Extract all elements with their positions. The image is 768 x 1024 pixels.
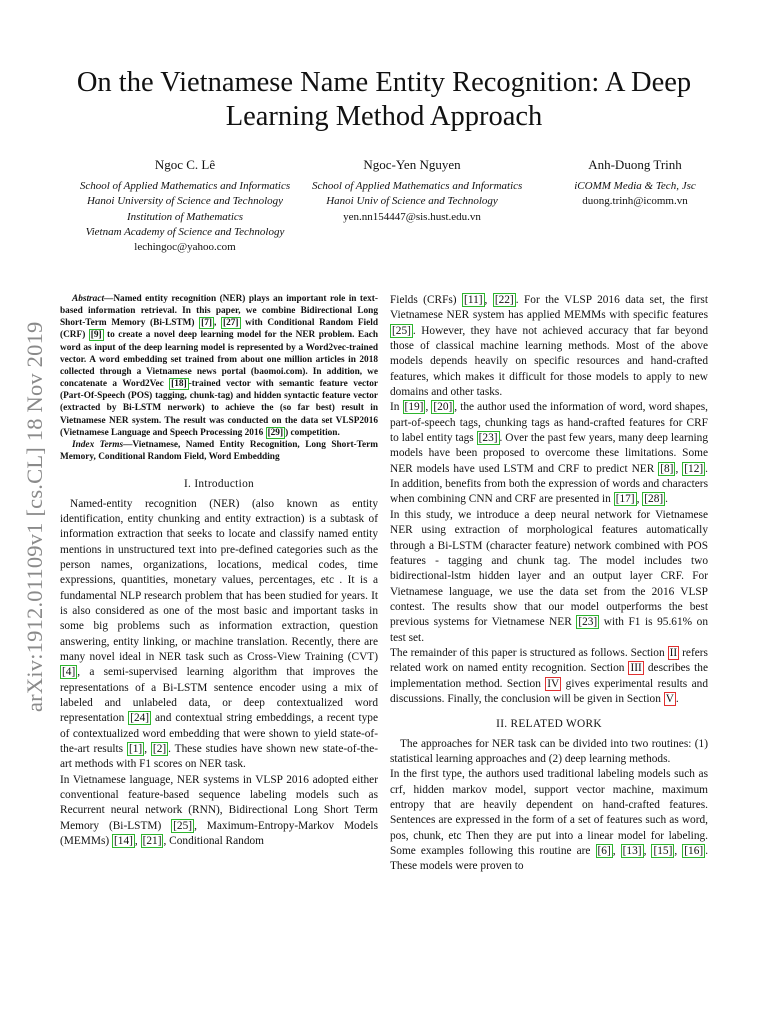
intro-paragraph: Named-entity recognition (NER) (also known as entity identification, entity chunking and entity extraction) is a subtask of information extraction that seeks to locate and classify named entity mentions in unstructured text into pre-defined categories such as the person names, organizations, locations, medical codes, time expressions, quantities, monetary values, percentages, etc . It is a fundamental NLP research problem that has been studied for years. It is also considered as one of the most basic and important tasks in some big problems such as information extraction, question answering, entity linking, or machine translation. Recently, there are many novel ideal in NER task such as Cross-View Training (CVT) [4] , a semi-supervised learning algorithm that improves the representations of a Bi-LSTM sentence encoder using a mix of labeled and unlabeled data, or deep contextualized word representation [24] and contextual string embeddings, a recent type of contextualized word embedding that were shown to yield state-of-the-art results [1] , [2] . These studies have shown new state-of-the-art methods with F1 scores on NER task. [60, 497, 379, 771]
author-affiliation: Institution of Mathematics [126, 210, 244, 223]
related-paragraph: The approaches for NER task can be divided into two routines: (1) statistical learning approaches and (2) deep learning methods. [390, 737, 708, 765]
citation-link[interactable]: [29] [267, 427, 284, 438]
citation-link[interactable]: [4] [62, 666, 76, 679]
citation-link[interactable]: [11] [464, 294, 483, 306]
citation-link[interactable]: [25] [392, 324, 411, 337]
author-affiliation: School of Applied Mathematics and Informatics [79, 180, 291, 192]
arxiv-side-label: arXiv:1912.01109v1 [cs.CL] 18 Nov 2019 [22, 321, 47, 712]
citation-link[interactable]: [22] [494, 294, 514, 306]
author-affiliation: School of Applied Mathematics and Informatics [312, 180, 523, 192]
section-ref-link[interactable]: IV [547, 677, 560, 690]
section-heading-related-work: II. RELATED WORK [496, 718, 602, 731]
section-ref-link[interactable]: II [669, 646, 678, 659]
citation-link[interactable]: [23] [478, 432, 498, 445]
body-paragraph: In this study, we introduce a deep neural network for Vietnamese NER using extraction of morphological features automatically through a Bi-LSTM (character feature) network combined with POS features - tagging and chunk tag. The model includes two bidirectional-lstm hidden layer and an output layer CRF. For Vietnamese language, we use the data set from the 2016 VLSP contest. The results show that our model outperforms the best previous systems for Vietnamese NER [23] with F1 is 95.61% on test set. [390, 508, 708, 644]
body-paragraph: Fields (CRFs) [11] , [22] . For the VLSP 2016 data set, the first Vietnamese NER system has applied MEMMs with specific features [25] . However, they have not achieved accuracy that far beyond those of classical machine learning methods. Most of the above models depends heavily on specific resources and hand-crafted features, which makes it difficult for those models to apply to new domains and other tasks. [390, 294, 708, 399]
right-column [390, 293, 708, 875]
citation-link[interactable]: [2] [152, 743, 167, 756]
intro-paragraph: In Vietnamese language, NER systems in VLSP 2016 adopted either conventional feature-based sequence labeling models such as Recurrent neural network (RNN), Bidirectional Long Short Term Memory (Bi-LSTM) [25] , Maximum-Entropy-Markov Models (MEMMs) [14] , [21] , Conditional Random [60, 773, 378, 848]
author-block [0, 156, 768, 256]
citation-link[interactable]: [7] [201, 318, 212, 329]
author-3 [560, 156, 710, 210]
index-terms [60, 439, 378, 463]
citation-link[interactable]: [1] [128, 743, 143, 756]
citation-link[interactable]: [25] [173, 819, 193, 832]
author-2 [312, 156, 523, 225]
citation-link[interactable]: [15] [653, 845, 673, 858]
abstract-text: —Named entity recognition (NER) plays an important role in text-based information retrieval. In this paper, we combine Bidirectional Long Short-Term Memory (Bi-LSTM) [7] , [27] with Conditional Random Field (CRF) [9] to create a novel deep learning model for the NER problem. Each word as input of the deep learning model is represented by a Word2vec-trained vector. A word embedding set trained from about one million articles in 2018 collected through a Vietnamese news portal (baomoi.com). In addition, we concatenate a Word2Vec [18] -trained vector with semantic feature vector (Part-Of-Speech (POS) tagging, chunk-tag) and hidden syntactic feature vector (extracted by Bi-LSTM nerwork) to achieve the (so far best) result in Vietnamese NER system. The result was conducted on the data set VLSP2016 (Vietnamese Language and Speech Processing 2016 [29] ) competition. [60, 294, 379, 438]
section-heading-introduction: I. Introduction [183, 478, 255, 491]
citation-link[interactable]: [28] [644, 493, 664, 506]
abstract [60, 293, 378, 439]
author-email: lechingoc@yahoo.com [134, 241, 236, 254]
section-ref-link[interactable]: V [665, 692, 674, 705]
citation-link[interactable]: [21] [142, 835, 162, 848]
author-email: yen.nn154447@sis.hust.edu.vn [343, 210, 481, 223]
citation-link[interactable]: [12] [684, 462, 704, 475]
citation-link[interactable]: [14] [114, 835, 133, 848]
citation-link[interactable]: [24] [130, 712, 150, 725]
citation-link[interactable]: [6] [597, 845, 611, 858]
author-affiliation: Hanoi University of Science and Technology [86, 195, 284, 208]
citation-link[interactable]: [16] [684, 845, 704, 858]
author-affiliation: Vietnam Academy of Science and Technology [85, 225, 285, 238]
author-name: Anh-Duong Trinh [588, 157, 682, 172]
related-paragraph: In the first type, the authors used traditional labeling models such as crf, hidden markov model, support vector machine, maximum entropy that are heavily dependent on hand-crafted features. Sentences are expressed in the form of a set of features such as word, pos, chunk, etc Then they are put into a linear model for labeling. Some examples following this routine are [6] , [13] , [15] , [16] . These models were proven to [390, 768, 709, 873]
author-email: duong.trinh@icomm.vn [582, 195, 688, 208]
left-column [60, 293, 378, 849]
citation-link[interactable]: [19] [404, 401, 424, 414]
index-terms-text: —Vietnamese, Named Entity Recognition, Long Short-Term Memory, Conditional Random Field, Word Embedding [60, 439, 378, 463]
citation-link[interactable]: [18] [171, 379, 187, 390]
body-paragraph: In [19] , [20] , the author used the information of word, word shapes, part-of-speech tags, chunking tags as hand-crafted features for CRF to label entity tags [23] . Over the past few years, many deep learning models have been proposed to overcome these limitations. Some NER models have used LSTM and CRF to predict NER [8] , [12] . In addition, benefits from both the expression of words and characters when combining CNN and CRF are presented in [17] , [28] . [390, 401, 709, 506]
author-name: Ngoc-Yen Nguyen [363, 157, 461, 172]
author-affiliation: iCOMM Media & Tech, Jsc [574, 180, 696, 192]
citation-link[interactable]: [23] [578, 616, 598, 629]
author-1 [60, 156, 310, 255]
index-terms-lead: Index Terms [72, 439, 124, 450]
citation-link[interactable]: [8] [660, 462, 674, 475]
body-paragraph: The remainder of this paper is structured as follows. Section II refers related work on named entity recognition. Section III describes the implementation method. Section IV gives experimental results and discussions. Finally, the conclusion will be given in Section V . [390, 646, 708, 705]
paper-title: On the Vietnamese Name Entity Recognition: A Deep Learning Method Approach [76, 67, 692, 132]
citation-link[interactable]: [27] [223, 318, 239, 329]
author-affiliation: Hanoi Univ of Science and Technology [326, 195, 498, 208]
citation-link[interactable]: [17] [615, 493, 635, 506]
abstract-lead: Abstract [72, 294, 105, 304]
section-ref-link[interactable]: III [630, 662, 642, 675]
citation-link[interactable]: [9] [90, 330, 102, 341]
citation-link[interactable]: [20] [433, 401, 453, 414]
citation-link[interactable]: [13] [622, 845, 642, 858]
author-name: Ngoc C. Lê [154, 157, 216, 172]
